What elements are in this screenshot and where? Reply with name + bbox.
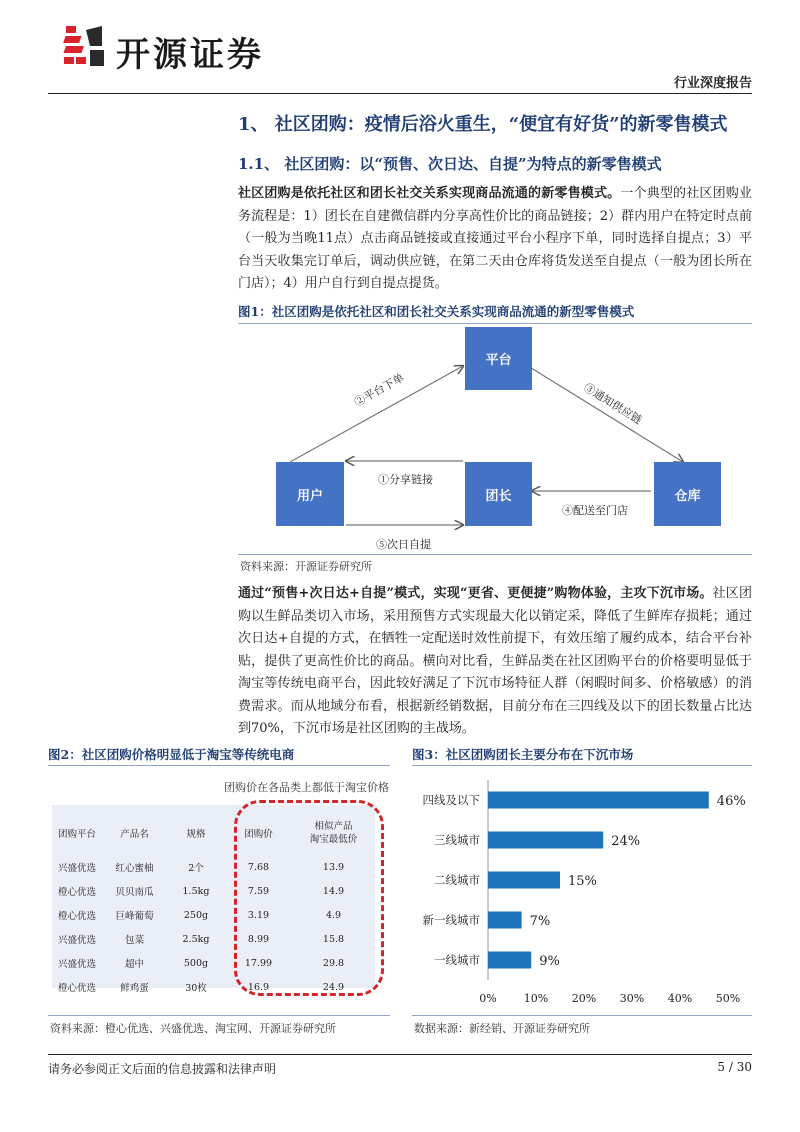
figure3-divider xyxy=(412,765,752,766)
cell: 4.9 xyxy=(325,909,342,921)
x-tick-label: 50% xyxy=(715,992,741,1005)
footer-disclaimer: 请务必参阅正文后面的信息披露和法律声明 xyxy=(48,1062,277,1076)
highlight-dashed-outline xyxy=(234,800,384,996)
logo-text: 开源证券 xyxy=(116,35,264,75)
distribution-bar-chart xyxy=(412,770,752,1010)
col-header: 团购平台 xyxy=(57,829,96,840)
cell: 250g xyxy=(183,909,209,921)
figure3-source: 数据来源：新经销、开源证券研究所 xyxy=(414,1022,590,1035)
cell: 8.99 xyxy=(247,933,270,945)
figure1-bottom-divider xyxy=(238,554,752,555)
cell: 30枚 xyxy=(185,983,207,994)
cell: 橙心优选 xyxy=(57,911,96,922)
bar xyxy=(488,912,522,929)
label-pickup: ⑤次日自提 xyxy=(376,538,431,551)
bar xyxy=(488,792,709,809)
node-user: 用户 xyxy=(276,462,344,526)
x-tick-label: 40% xyxy=(667,992,693,1005)
bar xyxy=(488,872,560,889)
label-share: ①分享链接 xyxy=(378,473,433,486)
category-label: 三线城市 xyxy=(434,833,480,847)
cell: 贝贝南瓜 xyxy=(115,887,154,898)
category-label: 二线城市 xyxy=(434,873,480,887)
value-label: 24% xyxy=(611,834,641,849)
footer-divider xyxy=(48,1054,752,1055)
category-label: 新一线城市 xyxy=(422,913,480,927)
col-header: 产品名 xyxy=(120,829,149,840)
cell: 13.9 xyxy=(322,861,345,873)
value-label: 9% xyxy=(539,954,560,969)
col-header: 规格 xyxy=(186,829,206,840)
cell: 包菜 xyxy=(124,935,144,946)
logo-mark-icon xyxy=(62,24,106,70)
cell: 7.59 xyxy=(247,885,270,897)
cell: 2个 xyxy=(188,863,204,874)
figure2-divider xyxy=(48,765,390,766)
value-label: 7% xyxy=(529,914,551,929)
section-subtitle: 1.1、 社区团购：以“预售、次日达、自提”为特点的新零售模式 xyxy=(238,155,662,173)
cell: 巨峰葡萄 xyxy=(115,911,154,922)
page-number: 5 / 30 xyxy=(717,1060,752,1074)
node-leader: 团长 xyxy=(465,462,532,526)
value-label: 46% xyxy=(716,794,746,809)
x-tick-label: 30% xyxy=(619,992,645,1005)
cell: 橙心优选 xyxy=(57,887,96,898)
market-paragraph-bold: 通过“预售+次日达+自提”模式，实现“更省、更便捷”购物体验，主攻下沉市场。 xyxy=(238,586,713,601)
x-tick-label: 0% xyxy=(479,992,497,1005)
report-type: 行业深度报告 xyxy=(673,76,752,91)
cell: 3.19 xyxy=(247,909,270,921)
node-warehouse: 仓库 xyxy=(654,462,721,526)
cell: 17.99 xyxy=(244,957,273,969)
section-title: 1、 社区团购：疫情后浴火重生，“便宜有好货”的新零售模式 xyxy=(238,114,728,135)
figure2-bottom-divider xyxy=(48,1015,390,1016)
market-paragraph xyxy=(238,583,752,741)
label-supply: ③通知供应链 xyxy=(581,380,645,427)
cell: 15.8 xyxy=(322,933,345,945)
bar xyxy=(488,832,603,849)
label-order: ②平台下单 xyxy=(352,371,407,410)
cell: 14.9 xyxy=(322,885,345,897)
node-platform: 平台 xyxy=(465,327,532,390)
cell: 橙心优选 xyxy=(57,983,96,994)
cell: 超中 xyxy=(124,959,144,970)
cell: 29.8 xyxy=(322,957,345,969)
x-tick-label: 10% xyxy=(523,992,549,1005)
figure2-source: 资料来源：橙心优选、兴盛优选、淘宝网、开源证券研究所 xyxy=(50,1022,336,1035)
intro-paragraph xyxy=(238,183,752,296)
cell: 16.9 xyxy=(247,981,270,993)
figure1-title: 图1：社区团购是依托社区和团长社交关系实现商品流通的新型零售模式 xyxy=(238,304,635,319)
category-label: 四线及以下 xyxy=(422,793,480,807)
intro-paragraph-bold: 社区团购是依托社区和团长社交关系实现商品流通的新零售模式。 xyxy=(238,186,621,201)
cell: 兴盛优选 xyxy=(57,935,96,946)
cell: 鲜鸡蛋 xyxy=(120,983,149,994)
cell: 兴盛优选 xyxy=(57,863,96,874)
cell: 7.68 xyxy=(247,861,270,873)
figure2-caption: 团购价在各品类上都低于淘宝价格 xyxy=(224,781,389,794)
cell: 24.9 xyxy=(322,981,345,993)
cell: 2.5kg xyxy=(182,933,210,945)
cell: 500g xyxy=(183,957,209,969)
value-label: 15% xyxy=(568,874,597,889)
header-divider xyxy=(48,93,752,94)
label-deliver: ④配送至门店 xyxy=(562,504,628,517)
x-tick-label: 20% xyxy=(571,992,597,1005)
figure3-bottom-divider xyxy=(412,1015,752,1016)
bar xyxy=(488,952,531,969)
market-paragraph-text: 社区团购以生鲜品类切入市场，采用预售方式实现最大化以销定采，降低了生鲜库存损耗；通过次日达+自提的方式，在牺牲一定配送时效性前提下，有效压缩了履约成本，结合平台补贴，提供了更高性价比的商品。横向对比看，生鲜品类在社区团购平台的价格要明显低于淘宝等传统电商平台，因此较好满足了下沉市场特征人群（闲暇时间多、价格敏感）的消费需求。而从地域分布看，根据新经销数据，目前分布在三四线及以下的团长数量占比达到70%，下沉市场是社区团购的主战场。 xyxy=(238,586,752,736)
figure2-title: 图2：社区团购价格明显低于淘宝等传统电商 xyxy=(48,747,295,762)
arrow-supply xyxy=(528,366,683,462)
col-header: 相似产品 淘宝最低价 xyxy=(309,821,358,845)
figure3-title: 图3：社区团购团长主要分布在下沉市场 xyxy=(412,747,634,762)
cell: 1.5kg xyxy=(182,885,210,897)
col-header: 团购价 xyxy=(244,829,273,840)
figure1-source: 资料来源：开源证券研究所 xyxy=(240,560,372,573)
cell: 红心蜜柚 xyxy=(115,863,154,874)
category-label: 一线城市 xyxy=(434,953,480,967)
cell: 兴盛优选 xyxy=(57,959,96,970)
intro-paragraph-text: 一个典型的社区团购业务流程是：1）团长在自建微信群内分享高性价比的商品链接；2）群内用户在特定时点前（一般为当晚11点）点击商品链接或直接通过平台小程序下单，同时选择自提点；3）平台当天收集完订单后，调动供应链，在第二天由仓库将货发送至自提点（一般为团长所在门店）；4）用户自行到自提点提货。 xyxy=(238,186,752,291)
